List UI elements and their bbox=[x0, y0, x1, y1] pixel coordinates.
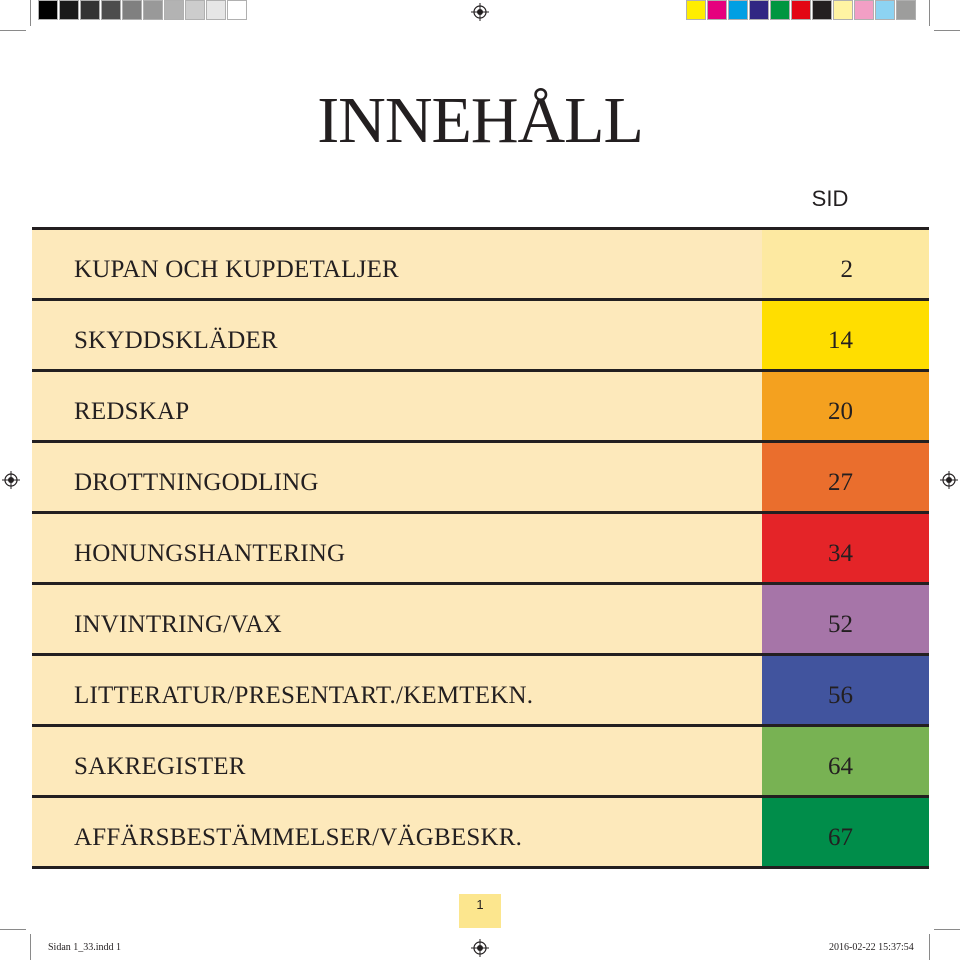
toc-entry-page: 64 bbox=[762, 727, 929, 795]
toc-entry-label: SAKREGISTER bbox=[74, 753, 246, 780]
gray-swatch bbox=[80, 0, 100, 20]
toc-row[interactable] bbox=[32, 440, 929, 511]
crop-mark bbox=[929, 0, 930, 26]
process-color-bar bbox=[686, 0, 917, 22]
gray-swatch bbox=[143, 0, 163, 20]
gray-swatch bbox=[101, 0, 121, 20]
toc-row[interactable] bbox=[32, 227, 929, 298]
crop-mark bbox=[934, 929, 960, 930]
slug-filename: Sidan 1_33.indd 1 bbox=[48, 942, 122, 953]
crop-mark bbox=[929, 934, 930, 960]
table-of-contents bbox=[32, 227, 929, 869]
color-swatch bbox=[749, 0, 769, 20]
registration-mark-icon bbox=[2, 471, 20, 489]
toc-entry-label: AFFÄRSBESTÄMMELSER/VÄGBESKR. bbox=[74, 824, 523, 851]
toc-entry-page: 14 bbox=[762, 301, 929, 369]
toc-entry-label: HONUNGSHANTERING bbox=[74, 540, 346, 567]
registration-mark-icon bbox=[940, 471, 958, 489]
crop-mark bbox=[30, 0, 31, 26]
page-number: 1 bbox=[459, 894, 501, 928]
crop-mark bbox=[0, 30, 26, 31]
toc-entry-page: 2 bbox=[762, 230, 929, 298]
toc-entry-label: DROTTNINGODLING bbox=[74, 469, 319, 496]
toc-entry-page: 34 bbox=[762, 514, 929, 582]
toc-entry-page: 67 bbox=[762, 798, 929, 866]
crop-mark bbox=[30, 934, 31, 960]
color-swatch bbox=[686, 0, 706, 20]
gray-swatch bbox=[206, 0, 226, 20]
gray-swatch bbox=[164, 0, 184, 20]
gray-swatch bbox=[59, 0, 79, 20]
toc-entry-page: 20 bbox=[762, 372, 929, 440]
toc-row[interactable] bbox=[32, 298, 929, 369]
toc-entry-label: LITTERATUR/PRESENTART./KEMTEKN. bbox=[74, 682, 534, 709]
color-swatch bbox=[707, 0, 727, 20]
toc-entry-page: 27 bbox=[762, 443, 929, 511]
toc-entry-label: KUPAN OCH KUPDETALJER bbox=[74, 256, 399, 283]
slug-timestamp: 2016-02-22 15:37:54 bbox=[829, 942, 914, 953]
toc-entry-label: SKYDDSKLÄDER bbox=[74, 327, 278, 354]
gray-swatch bbox=[185, 0, 205, 20]
gray-swatch bbox=[122, 0, 142, 20]
toc-entry-page: 52 bbox=[762, 585, 929, 653]
grayscale-color-bar bbox=[38, 0, 248, 22]
toc-row[interactable] bbox=[32, 724, 929, 795]
color-swatch bbox=[791, 0, 811, 20]
color-swatch bbox=[812, 0, 832, 20]
page-title: INNEHÅLL bbox=[317, 84, 643, 157]
color-swatch bbox=[770, 0, 790, 20]
toc-entry-label: INVINTRING/VAX bbox=[74, 611, 282, 638]
color-swatch bbox=[896, 0, 916, 20]
color-swatch bbox=[728, 0, 748, 20]
crop-mark bbox=[0, 929, 26, 930]
page-column-header: SID bbox=[811, 186, 849, 211]
crop-mark bbox=[934, 30, 960, 31]
registration-mark-icon bbox=[471, 3, 489, 21]
color-swatch bbox=[875, 0, 895, 20]
gray-swatch bbox=[38, 0, 58, 20]
color-swatch bbox=[854, 0, 874, 20]
toc-row[interactable] bbox=[32, 369, 929, 440]
registration-mark-icon bbox=[471, 939, 489, 957]
toc-entry-page: 56 bbox=[762, 656, 929, 724]
toc-row[interactable] bbox=[32, 582, 929, 653]
toc-row[interactable] bbox=[32, 795, 929, 869]
toc-row[interactable] bbox=[32, 653, 929, 724]
color-swatch bbox=[833, 0, 853, 20]
toc-entry-label: REDSKAP bbox=[74, 398, 190, 425]
gray-swatch bbox=[227, 0, 247, 20]
toc-row[interactable] bbox=[32, 511, 929, 582]
